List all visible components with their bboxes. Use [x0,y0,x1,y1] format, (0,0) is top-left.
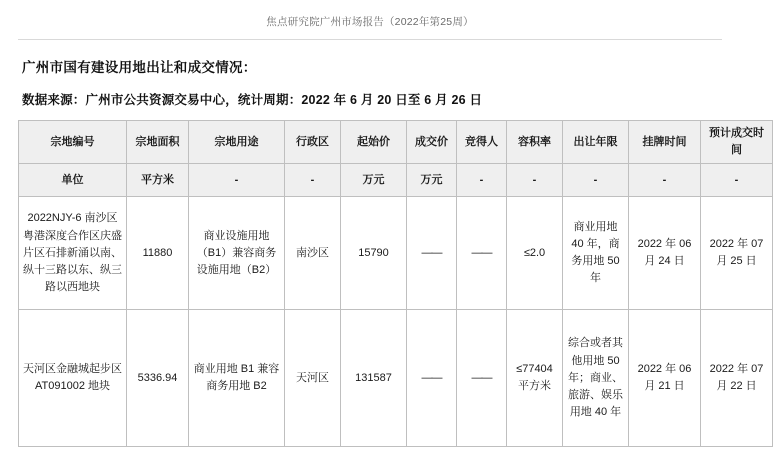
unit-cell-start-price: 万元 [341,164,407,197]
column-header-district: 行政区 [285,121,341,164]
cell-far: ≤77404 平方米 [507,310,563,447]
cell-start-price: 15790 [341,197,407,310]
unit-cell-deal-price: 万元 [407,164,457,197]
unit-cell-area: 平方米 [127,164,189,197]
column-header-start-price: 起始价 [341,121,407,164]
unit-cell-listing-date: - [629,164,701,197]
header-divider [18,39,722,40]
cell-parcel-no: 2022NJY-6 南沙区粤港深度合作区庆盛片区石排新涌以南、纵十三路以东、纵三路以西地块 [19,197,127,310]
unit-cell-parcel-no: 单位 [19,164,127,197]
table-units-row [19,164,773,197]
column-header-term: 出让年限 [563,121,629,164]
table-header-row [19,121,773,164]
cell-use: 商业设施用地（B1）兼容商务设施用地（B2） [189,197,285,310]
cell-area: 5336.94 [127,310,189,447]
cell-winner: —— [457,310,507,447]
cell-term: 商业用地 40 年，商务用地 50 年 [563,197,629,310]
unit-cell-term: - [563,164,629,197]
column-header-parcel-no: 宗地编号 [19,121,127,164]
column-header-expected-deal-date: 预计成交时间 [701,121,773,164]
cell-term: 综合或者其他用地 50 年；商业、旅游、娱乐用地 40 年 [563,310,629,447]
cell-area: 11880 [127,197,189,310]
unit-cell-use: - [189,164,285,197]
cell-listing-date: 2022 年 06 月 24 日 [629,197,701,310]
table-row [19,310,773,447]
cell-listing-date: 2022 年 06 月 21 日 [629,310,701,447]
cell-deal-price: —— [407,310,457,447]
cell-start-price: 131587 [341,310,407,447]
column-header-listing-date: 挂牌时间 [629,121,701,164]
table-row [19,197,773,310]
cell-expected-deal-date: 2022 年 07 月 25 日 [701,197,773,310]
cell-parcel-no: 天河区金融城起步区 AT091002 地块 [19,310,127,447]
cell-district: 天河区 [285,310,341,447]
column-header-area: 宗地面积 [127,121,189,164]
cell-deal-price: —— [407,197,457,310]
unit-cell-winner: - [457,164,507,197]
column-header-far: 容积率 [507,121,563,164]
unit-cell-far: - [507,164,563,197]
page-title: 广州市国有建设用地出让和成交情况： [22,60,257,75]
column-header-use: 宗地用途 [189,121,285,164]
cell-winner: —— [457,197,507,310]
unit-cell-expected-deal-date: - [701,164,773,197]
cell-far: ≤2.0 [507,197,563,310]
data-source-line: 数据来源：广州市公共资源交易中心，统计周期：2022 年 6 月 20 日至 6 月 26 日 [22,93,483,107]
column-header-winner: 竞得人 [457,121,507,164]
land-transaction-table [18,120,773,447]
cell-expected-deal-date: 2022 年 07 月 22 日 [701,310,773,447]
unit-cell-district: - [285,164,341,197]
cell-district: 南沙区 [285,197,341,310]
cell-use: 商业用地 B1 兼容商务用地 B2 [189,310,285,447]
column-header-deal-price: 成交价 [407,121,457,164]
running-header: 焦点研究院广州市场报告（2022年第25周） [266,16,474,28]
